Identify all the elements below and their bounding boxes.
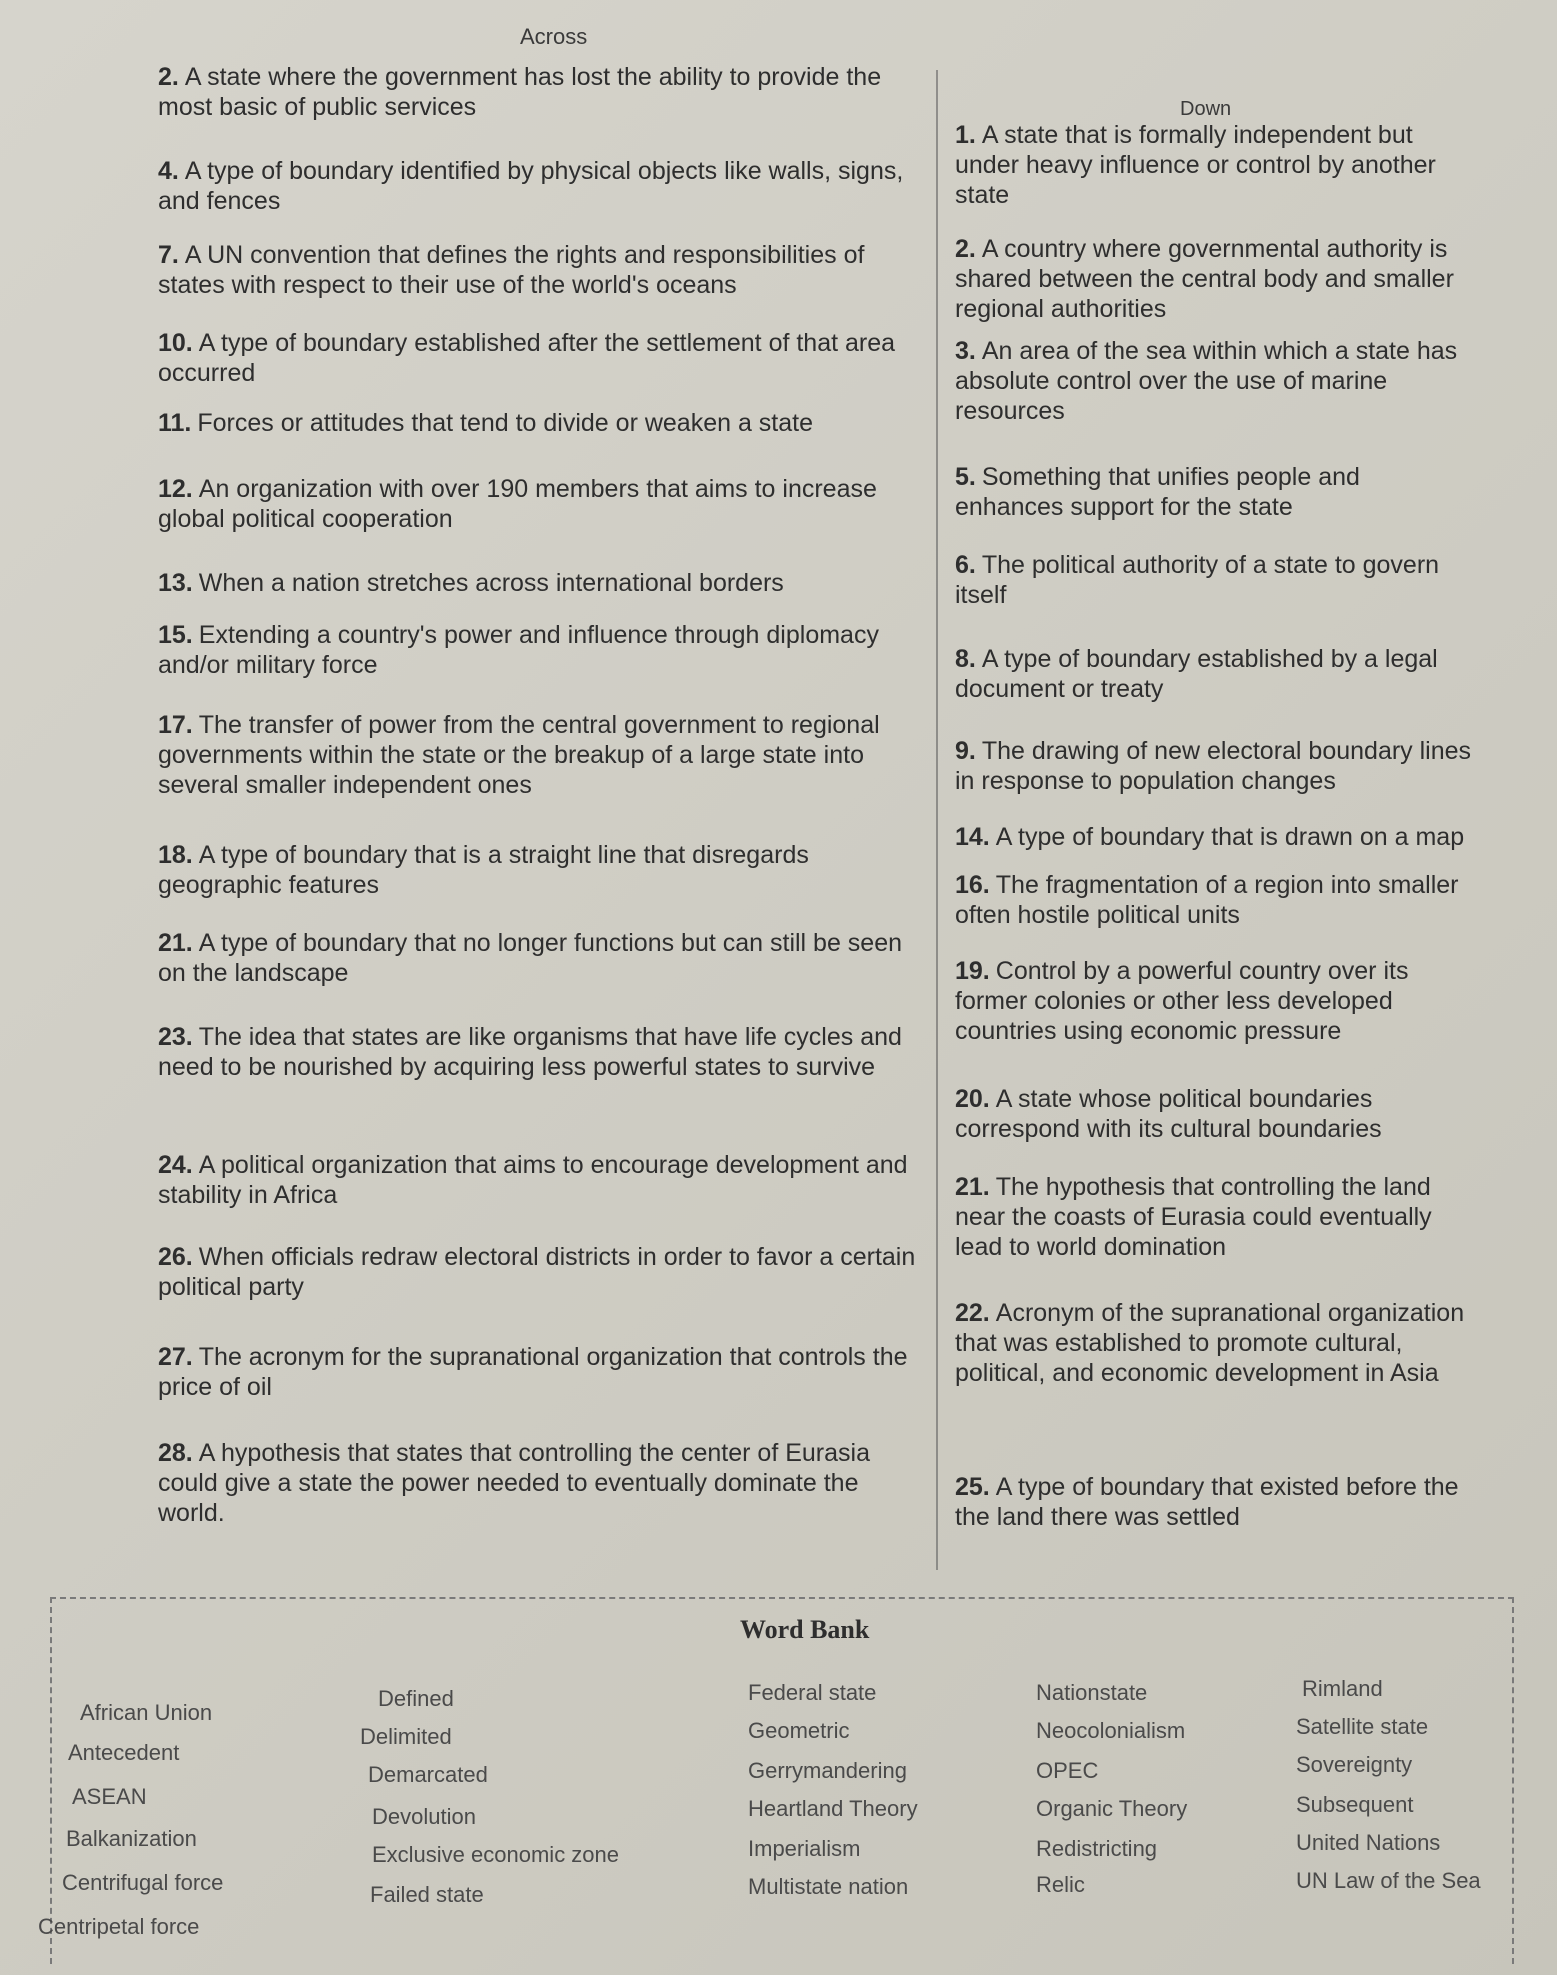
across-clue: 23. The idea that states are like organisms that have life cycles and need to be nourished by acquiring less powerful states to survive [158,1023,902,1081]
word-bank-item: Antecedent [68,1740,180,1765]
down-clue: 6. The political authority of a state to govern itself [955,551,1440,609]
down-clue: 16. The fragmentation of a region into smaller often hostile political units [955,871,1459,929]
word-bank-item: Subsequent [1296,1792,1414,1817]
column-divider [936,70,938,1570]
across-clue: 10. A type of boundary established after the settlement of that area occurred [158,329,896,387]
across-clue: 26. When officials redraw electoral districts in order to favor a certain political party [158,1243,916,1301]
word-bank-item: Multistate nation [748,1874,909,1899]
down-clue: 20. A state whose political boundaries correspond with its cultural boundaries [955,1085,1382,1143]
word-bank-item: Failed state [370,1882,484,1907]
down-heading: Down [1180,98,1232,120]
down-clue: 21. The hypothesis that controlling the land near the coasts of Eurasia could eventually lead to world domination [955,1173,1432,1261]
down-clue: 8. A type of boundary established by a legal document or treaty [955,645,1438,703]
across-clue: 27. The acronym for the supranational organization that controls the price of oil [158,1343,908,1401]
across-clue: 4. A type of boundary identified by physical objects like walls, signs, and fences [158,157,904,215]
across-clue: 28. A hypothesis that states that controlling the center of Eurasia could give a state the power needed to eventually dominate the world. [158,1439,870,1527]
across-clue: 21. A type of boundary that no longer functions but can still be seen on the landscape [158,929,903,987]
word-bank-item: Centrifugal force [62,1870,224,1895]
down-clue: 2. A country where governmental authority is shared between the central body and smaller regional authorities [955,235,1454,323]
word-bank-item: Exclusive economic zone [372,1842,620,1867]
word-bank-item: Defined [378,1686,454,1711]
word-bank-item: United Nations [1296,1830,1441,1855]
word-bank-item: Geometric [748,1718,850,1743]
word-bank-item: Federal state [748,1680,877,1705]
down-clue: 14. A type of boundary that is drawn on a map [955,823,1465,851]
down-clue: 5. Something that unifies people and enhances support for the state [955,463,1360,521]
across-clue: 11. Forces or attitudes that tend to divide or weaken a state [158,409,813,437]
down-clue: 22. Acronym of the supranational organization that was established to promote cultural, political, and economic development in Asia [955,1299,1465,1387]
across-clue: 2. A state where the government has lost the ability to provide the most basic of public services [158,63,882,121]
word-bank-item: Organic Theory [1036,1796,1188,1821]
word-bank-item: Heartland Theory [748,1796,918,1821]
across-clue: 12. An organization with over 190 members that aims to increase global political cooperation [158,475,877,533]
across-clue: 15. Extending a country's power and influence through diplomacy and/or military force [158,621,879,679]
word-bank-item: Sovereignty [1296,1752,1413,1777]
word-bank-item: Centripetal force [38,1914,200,1939]
across-clue: 13. When a nation stretches across international borders [158,569,784,597]
word-bank-item: Satellite state [1296,1714,1429,1739]
down-clue: 19. Control by a powerful country over its former colonies or other less developed countries using economic pressure [955,957,1409,1045]
word-bank-item: ASEAN [72,1784,147,1809]
word-bank-item: Neocolonialism [1036,1718,1186,1743]
down-clue: 25. A type of boundary that existed before the the land there was settled [955,1473,1459,1531]
word-bank-item: Nationstate [1036,1680,1148,1705]
down-clue: 9. The drawing of new electoral boundary lines in response to population changes [955,737,1472,795]
word-bank-item: Rimland [1302,1676,1383,1701]
word-bank-item: Demarcated [368,1762,488,1787]
word-bank-item: Imperialism [748,1836,861,1861]
word-bank-item: Gerrymandering [748,1758,907,1783]
across-heading: Across [520,24,588,49]
across-clue: 17. The transfer of power from the central government to regional governments within the state or the breakup of a large state into several smaller independent ones [158,711,880,799]
word-bank-item: Relic [1036,1872,1085,1897]
word-bank-item: Delimited [360,1724,452,1749]
across-clue: 18. A type of boundary that is a straight line that disregards geographic features [158,841,809,899]
down-clue: 1. A state that is formally independent but under heavy influence or control by another state [955,121,1436,209]
down-clue: 3. An area of the sea within which a state has absolute control over the use of marine resources [955,337,1458,425]
word-bank-item: UN Law of the Sea [1296,1868,1481,1893]
across-clue: 24. A political organization that aims to encourage development and stability in Africa [158,1151,908,1209]
word-bank-item: OPEC [1036,1758,1099,1783]
word-bank-item: Balkanization [66,1826,197,1851]
word-bank-title: Word Bank [740,1615,870,1644]
word-bank-item: Devolution [372,1804,476,1829]
word-bank-item: African Union [80,1700,213,1725]
word-bank-item: Redistricting [1036,1836,1158,1861]
across-clue: 7. A UN convention that defines the rights and responsibilities of states with respect to their use of the world's oceans [158,241,865,299]
